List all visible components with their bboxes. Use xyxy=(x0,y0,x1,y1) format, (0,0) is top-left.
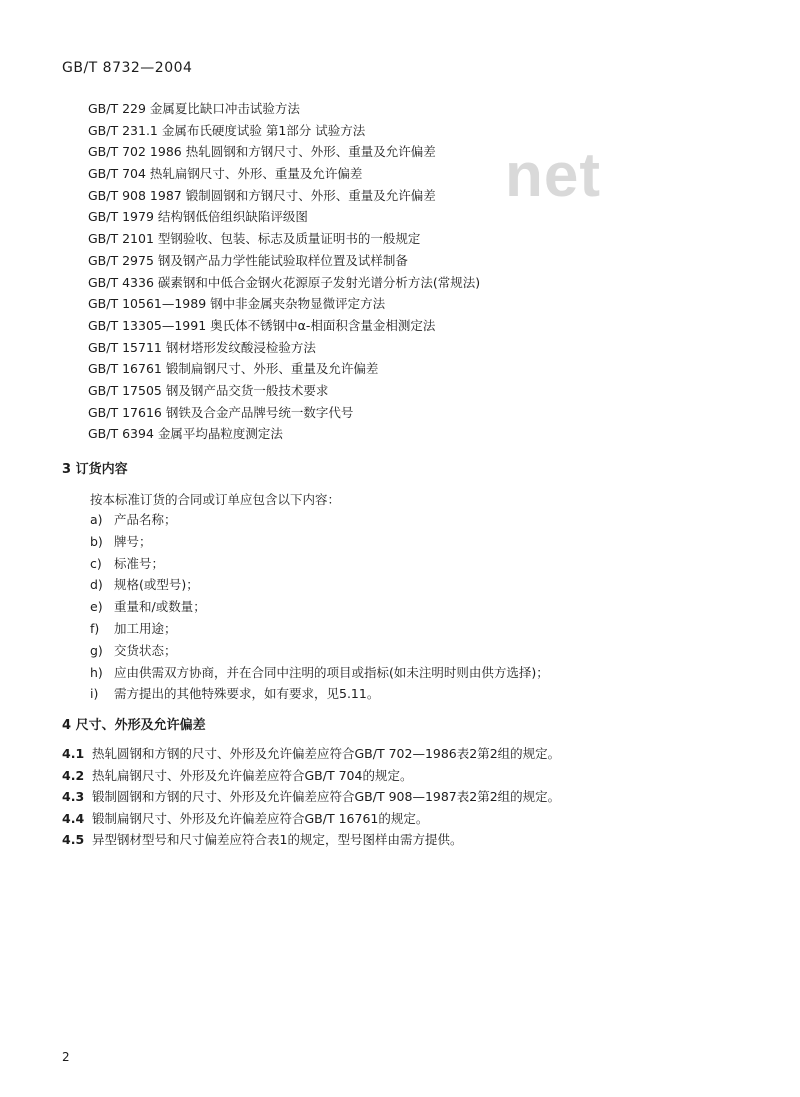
reference-item: GB/T 15711 钢材塔形发纹酸浸检验方法 xyxy=(88,339,316,355)
section-3-intro: 按本标准订货的合同或订单应包含以下内容： xyxy=(90,492,341,507)
list-text: 规格(或型号)； xyxy=(114,577,199,593)
list-marker: f) xyxy=(90,620,100,636)
clause-text: 热轧圆钢和方钢的尺寸、外形及允许偏差应符合GB/T 702—1986表2第2组的规定。 xyxy=(92,746,561,761)
order-content-list xyxy=(90,509,549,705)
clause-number: 4.4 xyxy=(62,810,85,826)
list-marker: e) xyxy=(90,599,103,615)
header-doc-code: GB/T 8732—2004 xyxy=(62,60,193,76)
list-marker: h) xyxy=(90,664,103,680)
list-text: 产品名称； xyxy=(114,512,177,527)
page-number: 2 xyxy=(62,1050,70,1064)
clause-number: 4.5 xyxy=(62,832,85,847)
watermark: net xyxy=(505,141,601,210)
reference-item: GB/T 17616 钢铁及合金产品牌号统一数字代号 xyxy=(88,404,354,420)
clause-text: 锻制扁钢尺寸、外形及允许偏差应符合GB/T 16761的规定。 xyxy=(92,810,429,826)
reference-item: GB/T 2101 型钢验收、包装、标志及质量证明书的一般规定 xyxy=(88,231,421,247)
clause xyxy=(62,786,560,808)
clause xyxy=(62,743,560,765)
list-item xyxy=(90,662,549,684)
reference-item: GB/T 702 1986 热轧圆钢和方钢尺寸、外形、重量及允许偏差 xyxy=(88,144,436,160)
list-text: 牌号； xyxy=(114,533,152,549)
list-item xyxy=(90,574,549,596)
list-marker: a) xyxy=(90,512,103,527)
clause-list xyxy=(62,743,560,851)
reference-item: GB/T 908 1987 锻制圆钢和方钢尺寸、外形、重量及允许偏差 xyxy=(88,187,436,203)
clause-number: 4.2 xyxy=(62,767,85,783)
clause-text: 锻制圆钢和方钢的尺寸、外形及允许偏差应符合GB/T 908—1987表2第2组的规定。 xyxy=(92,789,561,804)
list-item xyxy=(90,531,549,553)
reference-item: GB/T 16761 锻制扁钢尺寸、外形、重量及允许偏差 xyxy=(88,361,379,377)
reference-item: GB/T 13305—1991 奥氏体不锈钢中α-相面积含量金相测定法 xyxy=(88,317,436,333)
list-text: 应由供需双方协商，并在合同中注明的项目或指标(如未注明时则由供方选择)； xyxy=(114,664,549,680)
clause xyxy=(62,808,560,830)
list-text: 重量和/或数量； xyxy=(114,599,206,615)
list-item xyxy=(90,683,549,705)
reference-item: GB/T 17505 钢及钢产品交货一般技术要求 xyxy=(88,382,329,398)
reference-item: GB/T 10561—1989 钢中非金属夹杂物显微评定方法 xyxy=(88,296,386,312)
list-marker: b) xyxy=(90,533,103,549)
reference-item: GB/T 229 金属夏比缺口冲击试验方法 xyxy=(88,101,300,116)
reference-item: GB/T 6394 金属平均晶粒度测定法 xyxy=(88,426,283,442)
list-marker: i) xyxy=(90,686,99,702)
list-marker: c) xyxy=(90,555,102,571)
reference-item: GB/T 1979 结构钢低倍组织缺陷评级图 xyxy=(88,209,308,225)
reference-item: GB/T 231.1 金属布氏硬度试验 第1部分 试验方法 xyxy=(88,122,366,138)
reference-item: GB/T 4336 碳素钢和中低合金钢火花源原子发射光谱分析方法(常规法) xyxy=(88,274,481,290)
list-marker: d) xyxy=(90,577,103,593)
clause xyxy=(62,829,560,851)
list-item xyxy=(90,553,549,575)
list-text: 交货状态； xyxy=(114,642,177,658)
clause-number: 4.1 xyxy=(62,746,85,761)
list-text: 加工用途； xyxy=(114,620,177,636)
clause-number: 4.3 xyxy=(62,789,85,804)
clause xyxy=(62,765,560,787)
section-3-heading: 3 订货内容 xyxy=(62,462,128,477)
reference-item: GB/T 704 热轧扁钢尺寸、外形、重量及允许偏差 xyxy=(88,166,363,182)
list-marker: g) xyxy=(90,642,103,658)
clause-text: 异型钢材型号和尺寸偏差应符合表1的规定，型号图样由需方提供。 xyxy=(92,832,463,847)
reference-list xyxy=(88,98,480,445)
section-4-heading: 4 尺寸、外形及允许偏差 xyxy=(62,718,206,733)
clause-text: 热轧扁钢尺寸、外形及允许偏差应符合GB/T 704的规定。 xyxy=(92,767,413,783)
list-item xyxy=(90,509,549,531)
list-item xyxy=(90,640,549,662)
list-item xyxy=(90,596,549,618)
list-item xyxy=(90,618,549,640)
list-text: 需方提出的其他特殊要求，如有要求，见5.11。 xyxy=(114,686,380,702)
reference-item: GB/T 2975 钢及钢产品力学性能试验取样位置及试样制备 xyxy=(88,252,408,268)
list-text: 标准号； xyxy=(114,555,165,571)
